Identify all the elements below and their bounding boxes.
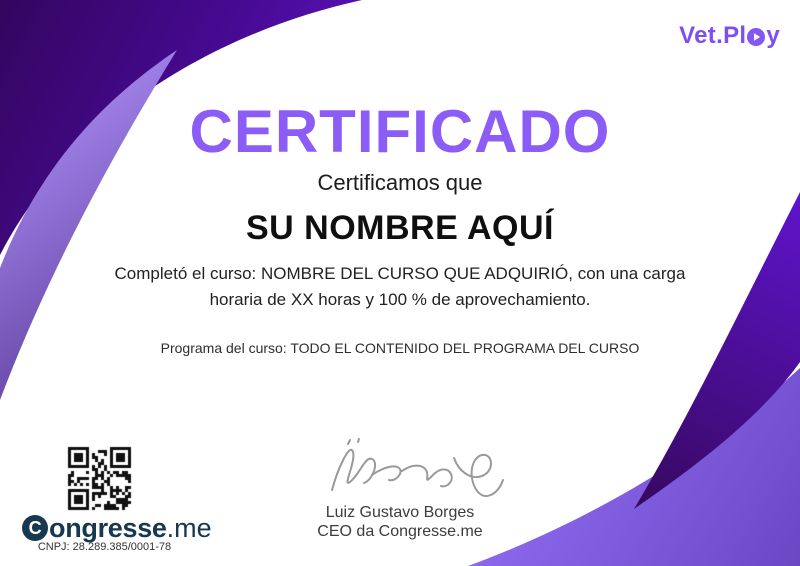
program-line: Programa del curso: TODO EL CONTENIDO DEL PROGRAMA DEL CURSO	[160, 340, 640, 356]
cnpj-text: CNPJ: 28.289.385/0001-78	[37, 541, 172, 553]
course-description: Completó el curso: NOMBRE DEL CURSO QUE ADQUIRIÓ, con una carga horaria de XX horas y 100 % de aprovechamiento.	[114, 264, 686, 309]
certificate-title: CERTIFICADO	[189, 98, 611, 165]
congresse-logo-text: ongresse	[49, 512, 167, 543]
vetplay-logo-suffix: y	[766, 22, 780, 49]
signer-name: Luiz Gustavo Borges	[325, 504, 475, 521]
congresse-logo-tld: .me	[166, 512, 212, 543]
vetplay-logo-prefix: Vet.Pl	[679, 22, 747, 49]
congresse-logo	[22, 513, 212, 543]
signature-scribble	[318, 430, 508, 508]
signer-role: CEO da Congresse.me	[317, 523, 483, 540]
congresse-logo-icon: C	[22, 515, 48, 541]
vetplay-logo	[679, 22, 780, 50]
recipient-name: SU NOMBRE AQUÍ	[246, 209, 554, 247]
qr-code	[66, 445, 133, 512]
play-icon	[747, 28, 765, 46]
certificate-subtitle: Certificamos que	[317, 170, 483, 195]
